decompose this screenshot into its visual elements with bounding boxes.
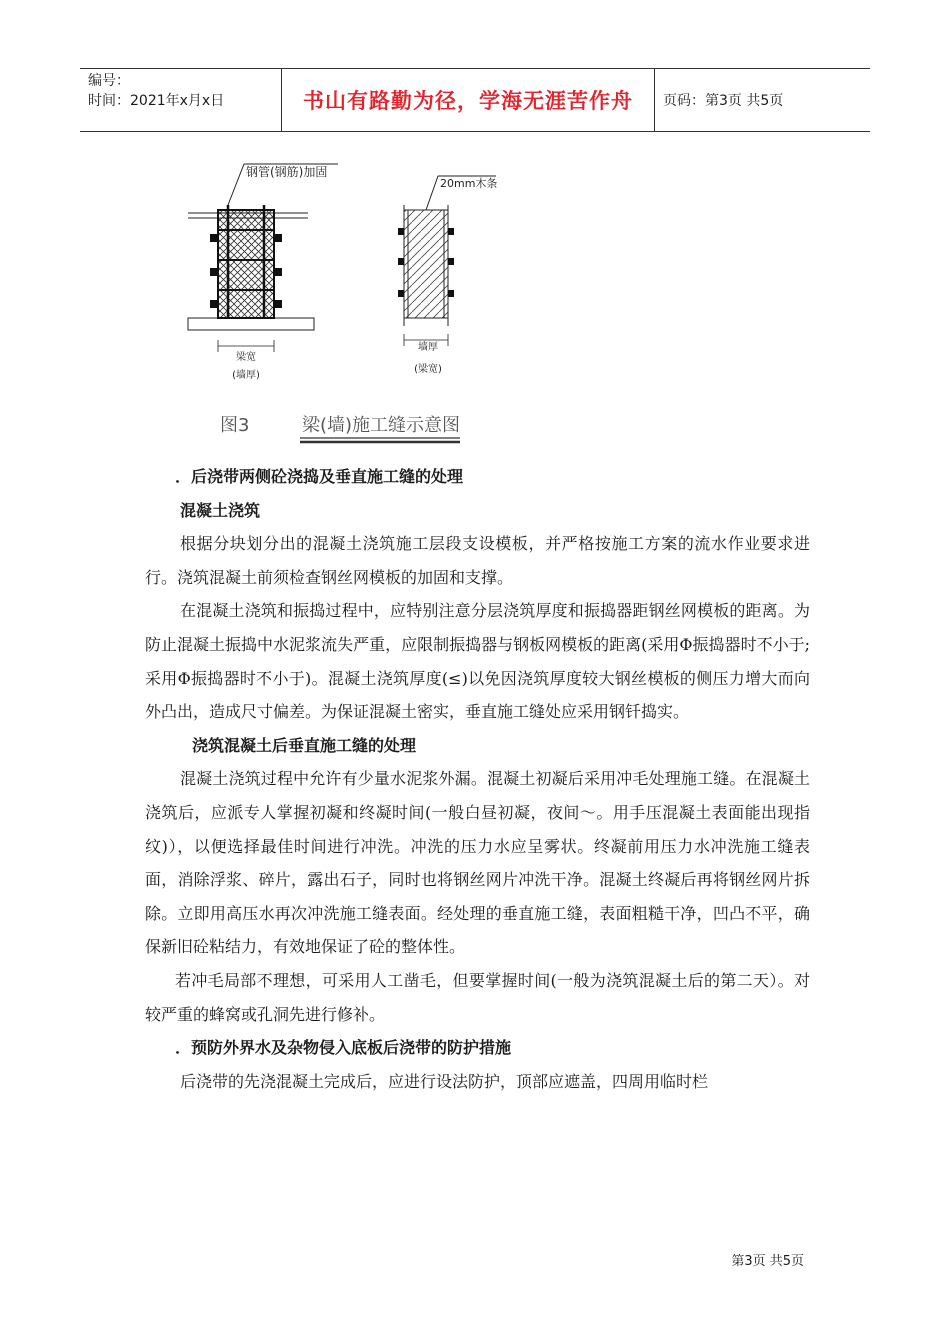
figure-number: 图3 <box>220 415 250 436</box>
section-heading: ．后浇带两侧砼浇捣及垂直施工缝的处理 <box>175 467 464 486</box>
page-footer: 第3页 共5页 <box>731 1254 804 1269</box>
page-header <box>80 68 870 132</box>
paragraph: 后浇带的先浇混凝土完成后，应进行设法防护，顶部应遮盖，四周用临时栏 <box>180 1071 709 1091</box>
paragraph: 若冲毛局部不理想，可采用人工凿毛，但要掌握时间(一般为浇筑混凝土后的第二天）。对较严重的蜂窝或孔洞先进行修补。 <box>145 970 810 1024</box>
right-dimension-sub: (梁宽) <box>414 364 442 375</box>
figure-caption: 梁(墙)施工缝示意图 <box>302 415 461 436</box>
paragraph: 混凝土浇筑过程中允许有少量水泥浆外漏。混凝土初凝后采用冲毛处理施工缝。在混凝土浇筑后，应派专人掌握初凝和终凝时间(一般白昼初凝，夜间～。用手压混凝土表面能出现指纹)），以便选择最佳时间进行冲洗。冲洗的压力水应呈雾状。终凝前用压力水冲洗施工缝表面，消除浮浆、碎片，露出石子，同时也将钢丝网片冲洗干净。混凝土终凝后再将钢丝网片拆除。立即用高压水再次冲洗施工缝表面。经处理的垂直施工缝，表面粗糙干净，凹凸不平，确保新旧砼粘结力，有效地保证了砼的整体性。 <box>145 769 810 957</box>
left-dimension-label: 梁宽 <box>236 352 256 363</box>
paragraph: 根据分块划分出的混凝土浇筑施工层段支设模板，并严格按施工方案的流水作业要求进行。浇筑混凝土前须检查钢丝网模板的加固和支撑。 <box>145 534 810 587</box>
header-page-number: 页码：第3页 共5页 <box>663 93 784 109</box>
header-meta <box>80 69 282 131</box>
right-wall-section <box>398 176 497 375</box>
right-callout-label: 20mm木条 <box>440 177 498 190</box>
subsection-heading: 浇筑混凝土后垂直施工缝的处理 <box>192 735 417 755</box>
subsection-heading: 混凝土浇筑 <box>180 500 261 520</box>
document-body <box>145 460 810 1098</box>
header-motto: 书山有路勤为径，学海无涯苦作舟 <box>282 69 655 131</box>
left-callout-label: 钢管(钢筋)加固 <box>246 165 328 179</box>
left-beam-section <box>188 164 338 381</box>
document-number-label: 编号： <box>88 73 130 89</box>
right-dimension-label: 墙厚 <box>418 342 438 353</box>
construction-joint-figure <box>178 150 498 450</box>
document-date: 时间：2021年x月x日 <box>88 93 225 109</box>
joint-diagram <box>178 150 498 450</box>
section-heading: ．预防外界水及杂物侵入底板后浇带的防护措施 <box>175 1038 512 1058</box>
paragraph: 在混凝土浇筑和振捣过程中，应特别注意分层浇筑厚度和振捣器距钢丝网模板的距离。为防止混凝土振捣中水泥浆流失严重，应限制振捣器与钢板网模板的距离(采用Φ振捣器时不小于;采用Φ振捣器时不小于)。混凝土浇筑厚度(≤)以免因浇筑厚度较大钢丝模板的侧压力增大而向外凸出，造成尺寸偏差。为保证混凝土密实，垂直施工缝处应采用钢钎捣实。 <box>145 601 810 722</box>
left-dimension-sub: (墙厚) <box>232 370 260 381</box>
